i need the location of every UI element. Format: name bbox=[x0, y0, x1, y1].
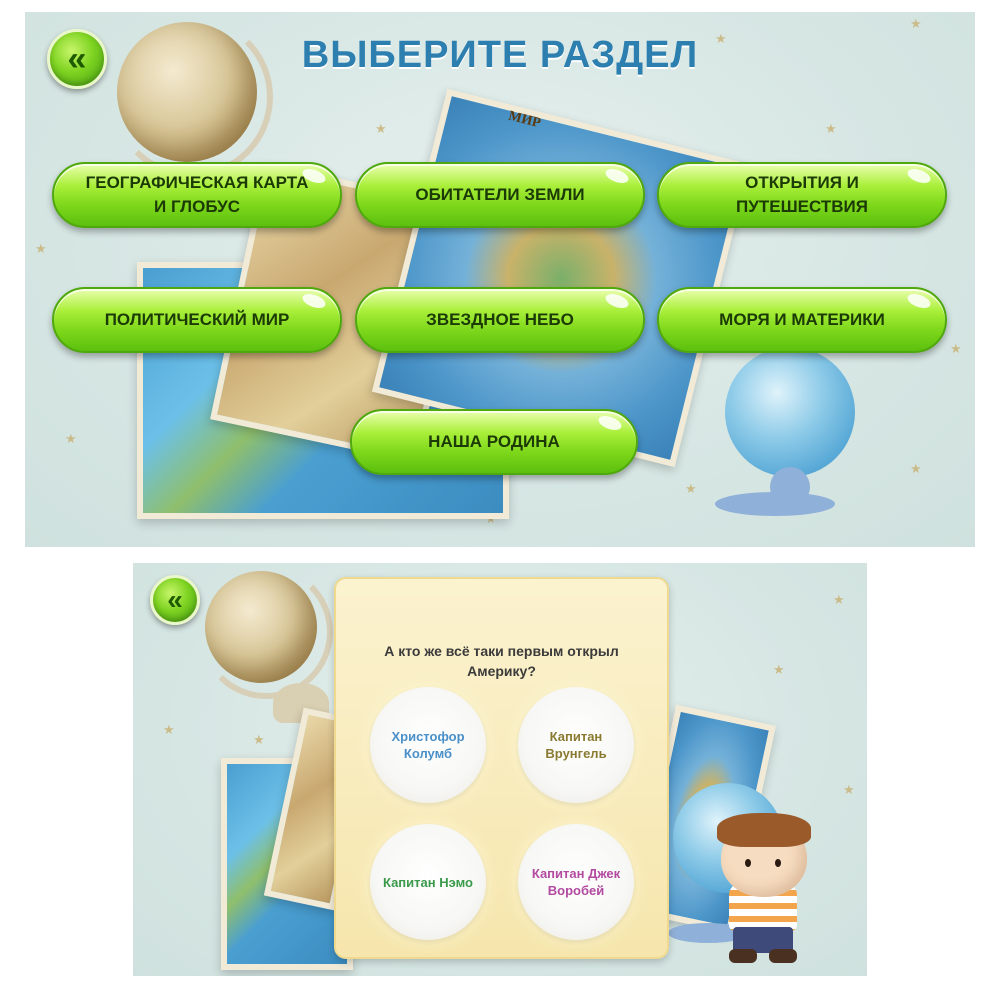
answer-option-3[interactable] bbox=[370, 824, 486, 940]
section-button-political-world[interactable] bbox=[52, 287, 342, 353]
section-button-our-homeland[interactable] bbox=[350, 409, 638, 475]
section-button-label: МОРЯ И МАТЕРИКИ bbox=[719, 310, 885, 329]
section-button-discoveries-and-travels[interactable] bbox=[657, 162, 947, 228]
section-button-label: ОТКРЫТИЯ И ПУТЕШЕСТВИЯ bbox=[736, 173, 868, 216]
star-decoration: ★ bbox=[843, 782, 855, 797]
gloss-highlight bbox=[604, 166, 631, 185]
gloss-highlight bbox=[604, 291, 631, 310]
star-decoration: ★ bbox=[253, 732, 265, 747]
star-decoration: ★ bbox=[910, 16, 922, 31]
star-decoration: ★ bbox=[65, 431, 77, 446]
star-decoration: ★ bbox=[163, 722, 175, 737]
star-decoration: ★ bbox=[910, 461, 922, 476]
gloss-highlight bbox=[597, 413, 624, 432]
kid-hair bbox=[717, 813, 811, 847]
star-decoration: ★ bbox=[825, 121, 837, 136]
quiz-question: А кто же всё таки первым открыл Америку? bbox=[384, 643, 619, 679]
section-menu-screen bbox=[25, 12, 975, 547]
section-button-label: ОБИТАТЕЛИ ЗЕМЛИ bbox=[415, 185, 585, 204]
star-decoration: ★ bbox=[375, 121, 387, 136]
page-title: ВЫБЕРИТЕ РАЗДЕЛ bbox=[301, 34, 699, 76]
kids-globe-image bbox=[725, 347, 855, 477]
section-button-label: ЗВЕЗДНОЕ НЕБО bbox=[426, 310, 574, 329]
answer-label: Капитан Джек Воробей bbox=[531, 866, 621, 898]
star-decoration: ★ bbox=[715, 31, 727, 46]
answer-option-4[interactable] bbox=[518, 824, 634, 940]
quiz-screen bbox=[133, 563, 867, 976]
map-title-label: МИР bbox=[506, 108, 543, 132]
star-decoration: ★ bbox=[35, 241, 47, 256]
star-decoration: ★ bbox=[833, 592, 845, 607]
section-button-starry-sky[interactable] bbox=[355, 287, 645, 353]
answer-option-1[interactable] bbox=[370, 687, 486, 803]
quiz-panel bbox=[334, 577, 669, 959]
section-button-label: ПОЛИТИЧЕСКИЙ МИР bbox=[104, 310, 290, 329]
globe-meridian-ring bbox=[199, 565, 333, 699]
star-decoration: ★ bbox=[950, 341, 962, 356]
gloss-highlight bbox=[906, 291, 933, 310]
double-chevron-left-icon: « bbox=[167, 584, 183, 615]
section-button-label: ГЕОГРАФИЧЕСКАЯ КАРТА И ГЛОБУС bbox=[85, 173, 309, 216]
answer-option-2[interactable] bbox=[518, 687, 634, 803]
answer-label: Капитан Нэмо bbox=[382, 874, 473, 890]
double-chevron-left-icon: « bbox=[67, 40, 87, 78]
gloss-highlight bbox=[906, 166, 933, 185]
star-decoration: ★ bbox=[685, 481, 697, 496]
section-button-map-and-globe[interactable] bbox=[52, 162, 342, 228]
section-button-earth-inhabitants[interactable] bbox=[355, 162, 645, 228]
gloss-highlight bbox=[301, 291, 328, 310]
answer-label: Христофор Колумб bbox=[391, 729, 465, 761]
section-button-label: НАША РОДИНА bbox=[428, 432, 560, 451]
section-button-seas-and-continents[interactable] bbox=[657, 287, 947, 353]
kid-eye bbox=[745, 859, 751, 867]
back-button[interactable] bbox=[150, 575, 200, 625]
star-decoration: ★ bbox=[773, 662, 785, 677]
answer-label: Капитан Врунгель bbox=[545, 729, 607, 761]
kid-eye bbox=[775, 859, 781, 867]
kid-shoe bbox=[729, 949, 757, 963]
kid-shoe bbox=[769, 949, 797, 963]
globe-base bbox=[715, 492, 835, 516]
